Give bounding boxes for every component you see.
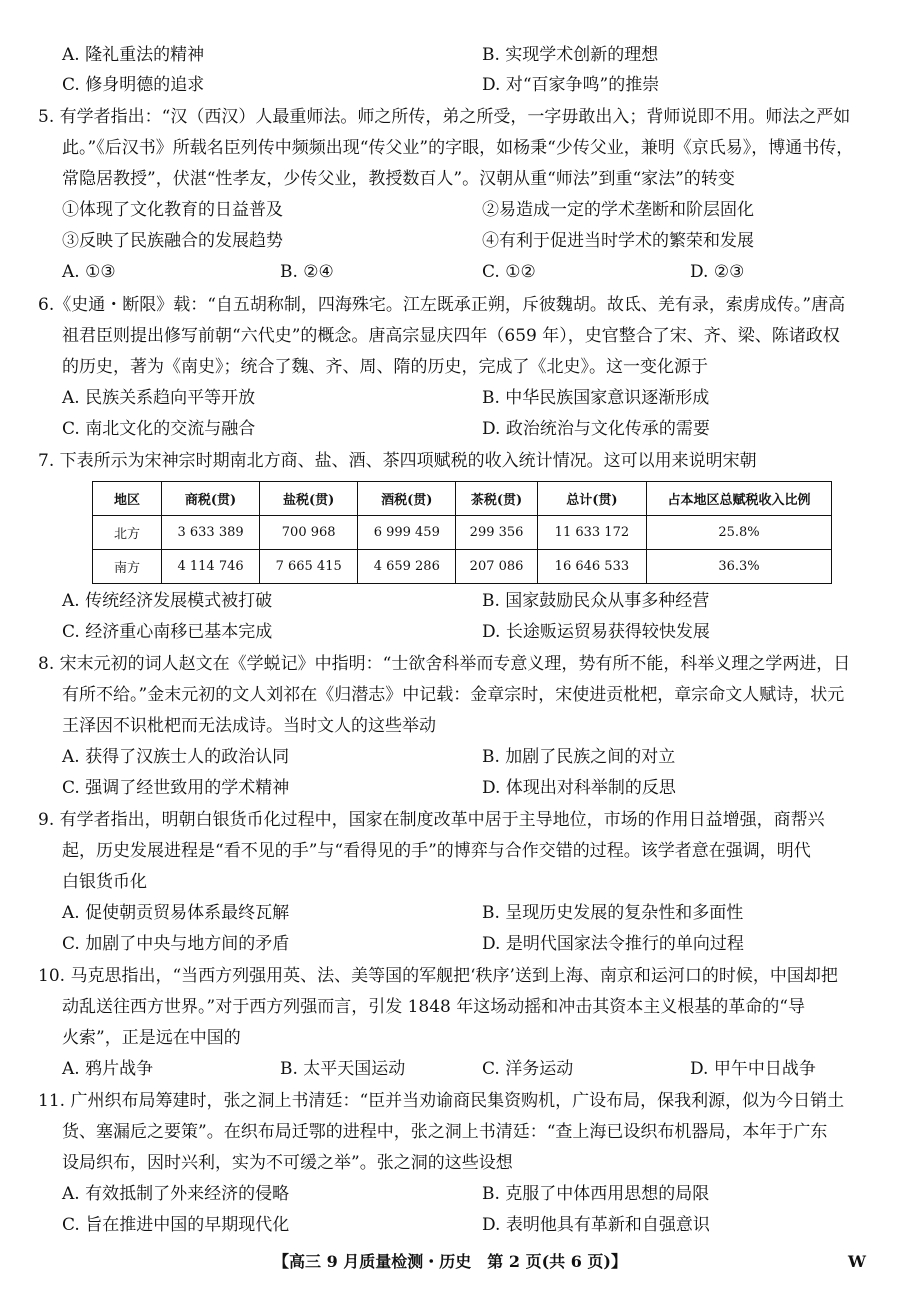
- q10-stem-line-3: 火索”，正是远在中国的: [62, 1028, 241, 1048]
- q11-stem-line-2: 货、塞漏卮之要策”。在织布局迁鄂的进程中，张之洞上书清廷：“查上海已设织布机器局，本年于广东: [62, 1122, 828, 1142]
- q6-option-d: D. 政治统治与文化传承的需要: [482, 419, 710, 439]
- table-header: 占本地区总赋税收入比例: [647, 482, 832, 516]
- q7-option-c: C. 经济重心南移已基本完成: [62, 622, 273, 642]
- q11-option-b: B. 克服了中体西用思想的局限: [482, 1184, 710, 1204]
- q9-stem-line-3: 白银货币化: [62, 872, 147, 892]
- q11-option-a: A. 有效抵制了外来经济的侵略: [62, 1184, 290, 1204]
- q9-option-a: A. 促使朝贡贸易体系最终瓦解: [62, 903, 290, 923]
- q9-option-b: B. 呈现历史发展的复杂性和多面性: [482, 903, 744, 923]
- q9-option-d: D. 是明代国家法令推行的单向过程: [482, 934, 744, 954]
- q9-stem-line-2: 起，历史发展进程是“看不见的手”与“看得见的手”的博弈与合作交错的过程。该学者意在强调，明代: [62, 841, 811, 861]
- table-header: 总计(贯): [537, 482, 646, 516]
- q4-option-a: A. 隆礼重法的精神: [62, 45, 205, 65]
- q11-stem-line-3: 设局织布，因时兴利，实为不可缓之举”。张之洞的这些设想: [62, 1153, 513, 1173]
- table-header: 酒税(贯): [358, 482, 456, 516]
- table-cell: 北方: [93, 516, 162, 550]
- q8-option-b: B. 加剧了民族之间的对立: [482, 747, 676, 767]
- q7-option-a: A. 传统经济发展模式被打破: [62, 591, 273, 611]
- table-cell: 4 114 746: [162, 550, 260, 584]
- q10-option-d: D. 甲午中日战争: [690, 1059, 816, 1079]
- q6-option-b: B. 中华民族国家意识逐渐形成: [482, 388, 710, 408]
- tax-table: [92, 481, 832, 584]
- q10-option-b: B. 太平天国运动: [280, 1059, 406, 1079]
- q5-item-1: ①体现了文化教育的日益普及: [62, 200, 283, 220]
- q10-stem-line-1: 10. 马克思指出，“当西方列强用英、法、美等国的军舰把‘秩序’送到上海、南京和运河口的时候，中国却把: [38, 966, 838, 986]
- q5-option-b: B. ②④: [280, 262, 334, 282]
- table-cell: 16 646 533: [537, 550, 646, 584]
- q11-option-d: D. 表明他具有革新和自强意识: [482, 1215, 710, 1235]
- table-cell: 207 086: [456, 550, 537, 584]
- table-header: 地区: [93, 482, 162, 516]
- q6-stem-line-1: 6.《史通・断限》载：“自五胡称制，四海殊宅。江左既承正朔，斥彼魏胡。故氐、羌有录，索虏成传。”唐高: [38, 295, 846, 315]
- q5-item-4: ④有利于促进当时学术的繁荣和发展: [482, 231, 754, 251]
- q4-option-c: C. 修身明德的追求: [62, 75, 205, 95]
- table-cell: 6 999 459: [358, 516, 456, 550]
- q8-option-a: A. 获得了汉族士人的政治认同: [62, 747, 290, 767]
- table-cell: 7 665 415: [260, 550, 358, 584]
- q5-option-c: C. ①②: [482, 262, 536, 282]
- q8-stem-line-3: 王泽因不识枇杷而无法成诗。当时文人的这些举动: [62, 716, 436, 736]
- table-row: [93, 550, 832, 584]
- table-cell: 3 633 389: [162, 516, 260, 550]
- q11-stem-line-1: 11. 广州织布局筹建时，张之洞上书清廷：“臣并当劝谕商民集资购机，广设布局，保我利源，似为今日销土: [38, 1091, 845, 1111]
- q8-stem-line-2: 有所不给。”金末元初的文人刘祁在《归潜志》中记载：金章宗时，宋使进贡枇杷，章宗命文人赋诗，状元: [62, 685, 845, 705]
- q7-option-d: D. 长途贩运贸易获得较快发展: [482, 622, 710, 642]
- q9-option-c: C. 加剧了中央与地方间的矛盾: [62, 934, 290, 954]
- q10-stem-line-2: 动乱送往西方世界。”对于西方列强而言，引发 1848 年这场动摇和冲击其资本主义根基的革命的“导: [62, 997, 805, 1017]
- q4-option-d: D. 对“百家争鸣”的推崇: [482, 75, 660, 95]
- page-footer: 【高三 9 月质量检测・历史 第 2 页(共 6 页)】: [273, 1252, 627, 1271]
- table-cell: 南方: [93, 550, 162, 584]
- q5-option-a: A. ①③: [62, 262, 116, 282]
- q5-option-d: D. ②③: [690, 262, 745, 282]
- q5-item-2: ②易造成一定的学术垄断和阶层固化: [482, 200, 754, 220]
- table-header: 盐税(贯): [260, 482, 358, 516]
- q6-option-a: A. 民族关系趋向平等开放: [62, 388, 256, 408]
- table-cell: 299 356: [456, 516, 537, 550]
- q5-stem-line-2: 此。”《后汉书》所载名臣列传中频频出现“传父业”的字眼，如杨秉“少传父业，兼明《京氏易》，博通书传，: [62, 138, 854, 158]
- table-header: 茶税(贯): [456, 482, 537, 516]
- q6-stem-line-3: 的历史，著为《南史》；统合了魏、齐、周、隋的历史，完成了《北史》。这一变化源于: [62, 357, 708, 377]
- q6-stem-line-2: 祖君臣则提出修写前朝“六代史”的概念。唐高宗显庆四年（659 年），史官整合了宋、齐、梁、陈诸政权: [62, 326, 840, 346]
- tax-table-header-row: [93, 482, 832, 516]
- version-mark: W: [848, 1252, 866, 1271]
- q8-option-d: D. 体现出对科举制的反思: [482, 778, 676, 798]
- q9-stem-line-1: 9. 有学者指出，明朝白银货币化过程中，国家在制度改革中居于主导地位，市场的作用日益增强，商帮兴: [38, 810, 825, 830]
- q4-option-b: B. 实现学术创新的理想: [482, 45, 659, 65]
- table-header: 商税(贯): [162, 482, 260, 516]
- q7-stem: 7. 下表所示为宋神宗时期南北方商、盐、酒、茶四项赋税的收入统计情况。这可以用来说明宋朝: [38, 451, 757, 471]
- q7-option-b: B. 国家鼓励民众从事多种经营: [482, 591, 710, 611]
- q11-option-c: C. 旨在推进中国的早期现代化: [62, 1215, 290, 1235]
- q10-option-c: C. 洋务运动: [482, 1059, 574, 1079]
- table-cell: 700 968: [260, 516, 358, 550]
- table-cell: 36.3%: [647, 550, 832, 584]
- q10-option-a: A. 鸦片战争: [62, 1059, 154, 1079]
- table-cell: 11 633 172: [537, 516, 646, 550]
- q5-stem-line-1: 5. 有学者指出：“汉（西汉）人最重师法。师之所传，弟之所受，一字毋敢出入；背师说即不用。师法之严如: [38, 107, 851, 127]
- q5-item-3: ③反映了民族融合的发展趋势: [62, 231, 283, 251]
- q5-stem-line-3: 常隐居教授”，伏湛“性孝友，少传父业，教授数百人”。汉朝从重“师法”到重“家法”的转变: [62, 169, 735, 189]
- q8-stem-line-1: 8. 宋末元初的词人赵文在《学蜕记》中指明：“士欲舍科举而专意义理，势有所不能，科举义理之学两进，日: [38, 654, 851, 674]
- table-row: [93, 516, 832, 550]
- table-cell: 4 659 286: [358, 550, 456, 584]
- q6-option-c: C. 南北文化的交流与融合: [62, 419, 256, 439]
- q8-option-c: C. 强调了经世致用的学术精神: [62, 778, 290, 798]
- table-cell: 25.8%: [647, 516, 832, 550]
